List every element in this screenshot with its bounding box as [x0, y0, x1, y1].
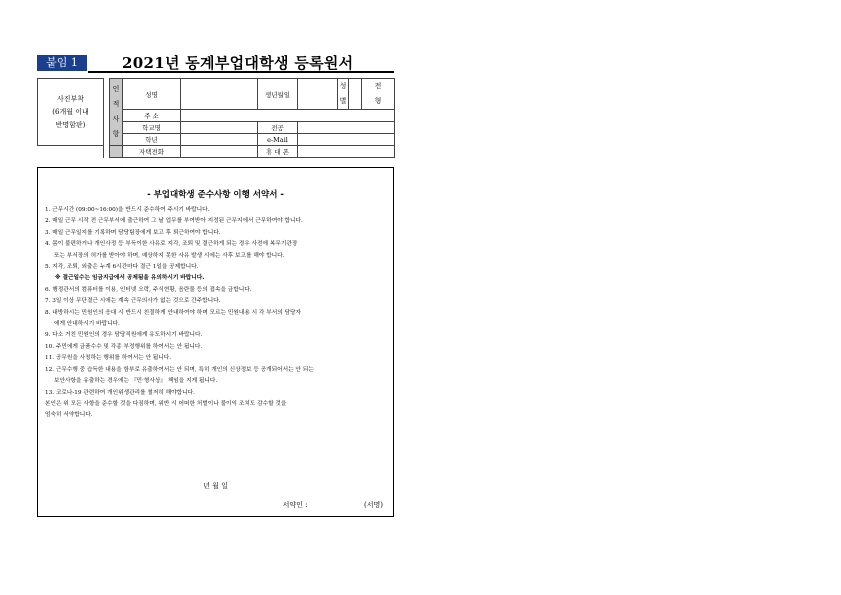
photo-label: 사진부착 — [56, 94, 85, 103]
home-phone-label: 자택전화 — [123, 146, 181, 158]
gender-label-top: 성 — [339, 82, 347, 90]
email-field[interactable] — [298, 134, 395, 146]
applicant-info-table — [37, 78, 395, 158]
birth-label: 생년월일 — [258, 79, 298, 110]
school-label: 학교명 — [123, 122, 181, 134]
pledge-item: 1. 근무시간 (09:00~16:00)을 반드시 준수하여 주시기 바랍니다. — [45, 207, 210, 213]
photo-area[interactable] — [38, 79, 104, 146]
major-field[interactable] — [298, 122, 395, 134]
email-label: e-Mail — [258, 134, 298, 146]
pledge-item: 에게 안내하시기 바랍니다. — [54, 321, 120, 328]
gender-field[interactable] — [349, 79, 362, 110]
title-underline — [88, 71, 394, 73]
birth-field[interactable] — [298, 79, 338, 110]
gender-label-bottom: 별 — [339, 97, 347, 105]
gender-label — [338, 79, 349, 110]
section-char-2: 적 — [112, 100, 120, 108]
pledge-item: 5. 지각, 조퇴, 외출은 누계 6시간마다 결근 1일을 공제합니다. — [45, 264, 199, 271]
pledge-item: 9. 다소 거친 민원인의 경우 담당직원에게 유도하시기 바랍니다. — [45, 332, 203, 339]
name-field[interactable] — [181, 79, 258, 110]
grade-label: 학년 — [123, 134, 181, 146]
signature-date[interactable]: 년 월 일 — [203, 482, 228, 490]
pledge-item: 13. 코로나-19 관련하여 개인위생관리를 철저히 해야합니다. — [45, 389, 195, 396]
section-char-1: 인 — [112, 85, 120, 93]
attachment-badge: 붙임 1 — [37, 55, 87, 71]
blank-cell — [38, 146, 104, 158]
pledge-item: 10. 주민에게 금품수수 및 각종 부정행위를 하여서는 안 됩니다. — [45, 343, 203, 350]
type-label-top: 전 — [374, 82, 382, 90]
photo-note-1: (6개월 이내 — [52, 107, 89, 116]
pledge-item: 엄숙히 서약합니다. — [45, 412, 93, 419]
mobile-label: 휴 대 폰 — [258, 146, 298, 158]
admission-type-label — [362, 79, 395, 110]
mobile-field[interactable] — [298, 146, 395, 158]
pledge-item: 8. 내방하시는 민원인의 응대 시 반드시 친절하게 안내하여야 하며 모르는 민원내용 시 각 부서의 담당자 — [45, 309, 301, 316]
pledge-item: 6. 행정관서의 컴퓨터를 이용, 인터넷 오락, 주식현황, 음란물 등의 접속을 금합니다. — [45, 286, 252, 293]
signature-line[interactable] — [283, 500, 383, 510]
pledge-item: 보안사항을 유출하는 경우에는 『민·형사상』 책임을 지게 됩니다. — [54, 378, 218, 385]
pledge-item: 11. 공무원을 사칭하는 행위를 하여서는 안 됩니다. — [45, 355, 172, 362]
pledge-item: ※ 결근일수는 임금지급에서 공제됨을 유의하시기 바랍니다. — [55, 275, 205, 282]
pledge-item: 4. 몸이 불편하거나 개인사정 등 부득이한 사유로 지각, 조퇴 및 결근하게 되는 경우 사전에 복무기관장 — [45, 241, 298, 248]
pledge-item: 12. 근무수행 중 습득한 내용을 함부로 유출하여서는 안 되며, 특히 개인의 신상정보 등 공개되어서는 안 되는 — [45, 366, 314, 373]
pledge-items — [45, 205, 390, 422]
section-char-4: 항 — [112, 130, 120, 138]
address-label: 주 소 — [123, 110, 181, 122]
pledge-item: 7. 3일 이상 무단결근 시에는 계속 근무의사가 없는 것으로 간주합니다. — [45, 298, 221, 305]
home-phone-field[interactable] — [181, 146, 258, 158]
pledge-item: 또는 부서장의 허가를 받아야 하며, 예상하지 못한 사유 발생 시에는 사후 보고를 해야 합니다. — [54, 252, 285, 259]
major-label: 전공 — [258, 122, 298, 134]
signer-label: 서약인 : — [282, 501, 308, 509]
section-char-3: 사 — [112, 115, 120, 123]
personal-info-section-label — [110, 79, 123, 146]
type-label-bottom: 형 — [374, 97, 382, 105]
section-bottom-cell — [110, 146, 123, 158]
school-field[interactable] — [181, 122, 258, 134]
name-label: 성명 — [123, 79, 181, 110]
pledge-title: - 부업대학생 준수사항 이행 서약서 - — [147, 190, 284, 200]
signature-seal-label: (서명) — [364, 501, 383, 509]
grade-field[interactable] — [181, 134, 258, 146]
address-field[interactable] — [181, 110, 395, 122]
pledge-box — [37, 167, 394, 517]
pledge-item: 3. 매일 근무일지를 기록하며 담당팀장에게 보고 후 퇴근하여야 합니다. — [45, 229, 221, 236]
pledge-item: 2. 매일 근무 시작 전 근무부서에 출근하여 그 날 업무를 부여받아 지정된 근무지에서 근무하여야 합니다. — [45, 218, 303, 225]
pledge-item: 본인은 위 모든 사항을 준수할 것을 다짐하며, 위반 시 어떠한 처벌이나 불이익 조치도 감수할 것을 — [45, 400, 287, 407]
photo-note-2: 반명함판) — [55, 120, 86, 129]
page-title: 2021년 동계부업대학생 등록원서 — [122, 54, 354, 72]
